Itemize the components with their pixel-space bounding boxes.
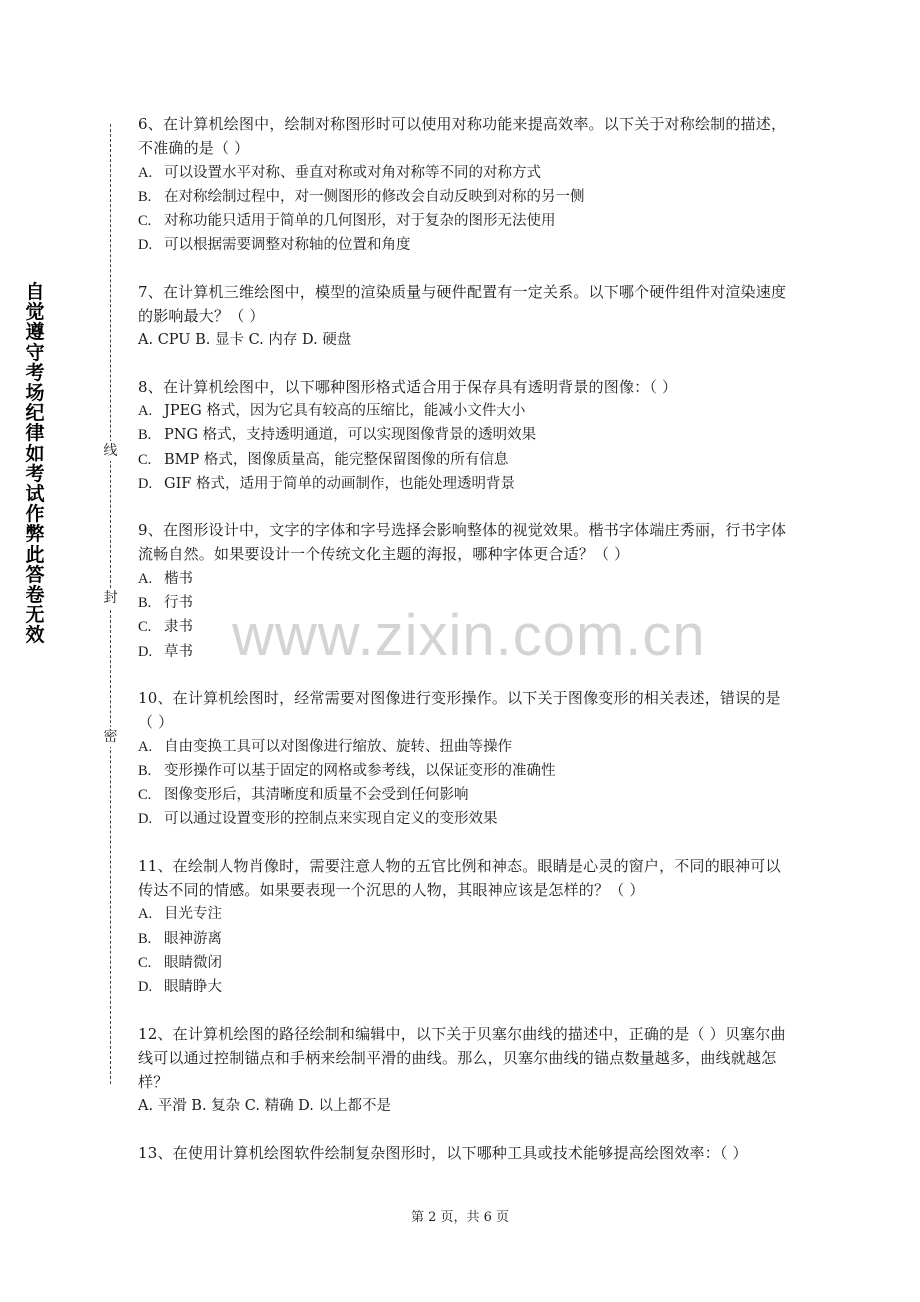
option-d: D. GIF 格式，适用于简单的动画制作，也能处理透明背景 — [138, 475, 515, 492]
option-d: D. 可以根据需要调整对称轴的位置和角度 — [138, 237, 411, 254]
question-12 — [138, 1022, 788, 1119]
option-a: A. JPEG 格式，因为它具有较高的压缩比，能减小文件大小 — [138, 402, 526, 419]
option-b: B. 在对称绘制过程中，对一侧图形的修改会自动反映到对称的另一侧 — [138, 188, 585, 205]
question-11 — [138, 854, 788, 1000]
option-a: A. 目光专注 — [138, 906, 222, 923]
seal-mark-seal: 封 — [103, 590, 118, 606]
question-10 — [138, 686, 788, 832]
question-8 — [138, 375, 788, 496]
question-text: 6、在计算机绘图中，绘制对称图形时可以使用对称功能来提高效率。以下关于对称绘制的描述，不准确的是（ ） — [138, 115, 787, 158]
question-text: 8、在计算机绘图中，以下哪种图形格式适合用于保存具有透明背景的图像：（ ） — [138, 377, 678, 396]
exam-discipline-notice: 自觉遵守考场纪律如考试作弊此答卷无效 — [25, 281, 45, 647]
question-text: 12、在计算机绘图的路径绘制和编辑中，以下关于贝塞尔曲线的描述中，正确的是（ ）贝塞尔曲线可以通过控制锚点和手柄来绘制平滑的曲线。那么，贝塞尔曲线的锚点数量越多，曲线就越怎样？ — [138, 1024, 786, 1092]
option-d: D. 草书 — [138, 643, 193, 660]
question-text: 7、在计算机三维绘图中，模型的渲染质量与硬件配置有一定关系。以下哪个硬件组件对渲染速度的影响最大？（ ） — [138, 282, 787, 326]
question-text: 13、在使用计算机绘图软件绘制复杂图形时，以下哪种工具或技术能够提高绘图效率：（ ） — [138, 1143, 748, 1162]
option-b: B. 变形操作可以基于固定的网格或参考线，以保证变形的准确性 — [138, 762, 556, 779]
question-list — [138, 112, 788, 1187]
option-c: C. 隶书 — [138, 619, 193, 636]
option-c: C. 对称功能只适用于简单的几何图形，对于复杂的图形无法使用 — [138, 213, 556, 230]
options-inline: A. CPU B. 显卡 C. 内存 D. 硬盘 — [138, 332, 352, 349]
option-b: B. PNG 格式，支持透明通道，可以实现图像背景的透明效果 — [138, 427, 537, 444]
option-b: B. 行书 — [138, 595, 193, 612]
option-a: A. 楷书 — [138, 570, 193, 587]
question-13 — [138, 1141, 788, 1165]
question-text: 10、在计算机绘图时，经常需要对图像进行变形操作。以下关于图像变形的相关表述，错误的是（ ） — [138, 688, 781, 732]
seal-mark-secret: 密 — [103, 729, 118, 745]
question-text: 9、在图形设计中，文字的字体和字号选择会影响整体的视觉效果。楷书字体端庄秀丽，行书字体流畅自然。如果要设计一个传统文化主题的海报，哪种字体更合适？（ ） — [138, 521, 787, 564]
option-d: D. 可以通过设置变形的控制点来实现自定义的变形效果 — [138, 811, 498, 828]
option-d: D. 眼睛睁大 — [138, 979, 222, 996]
option-c: C. 眼睛微闭 — [138, 954, 222, 971]
options-inline: A. 平滑 B. 复杂 C. 精确 D. 以上都不是 — [138, 1098, 392, 1115]
option-b: B. 眼神游离 — [138, 930, 222, 947]
page-number: 第 2 页，共 6 页 — [410, 1210, 510, 1225]
option-a: A. 自由变换工具可以对图像进行缩放、旋转、扭曲等操作 — [138, 738, 512, 755]
seal-mark-line: 线 — [103, 443, 118, 459]
question-9 — [138, 518, 788, 664]
question-7 — [138, 280, 788, 353]
question-6 — [138, 112, 788, 258]
option-a: A. 可以设置水平对称、垂直对称或对角对称等不同的对称方式 — [138, 164, 541, 181]
option-c: C. 图像变形后，其清晰度和质量不会受到任何影响 — [138, 787, 469, 804]
option-c: C. BMP 格式，图像质量高，能完整保留图像的所有信息 — [138, 451, 509, 468]
watermark: www.zixin.com.cn — [232, 603, 706, 668]
question-text: 11、在绘制人物肖像时，需要注意人物的五官比例和神态。眼睛是心灵的窗户，不同的眼神可以传达不同的情感。如果要表现一个沉思的人物，其眼神应该是怎样的？（ ） — [138, 856, 781, 900]
